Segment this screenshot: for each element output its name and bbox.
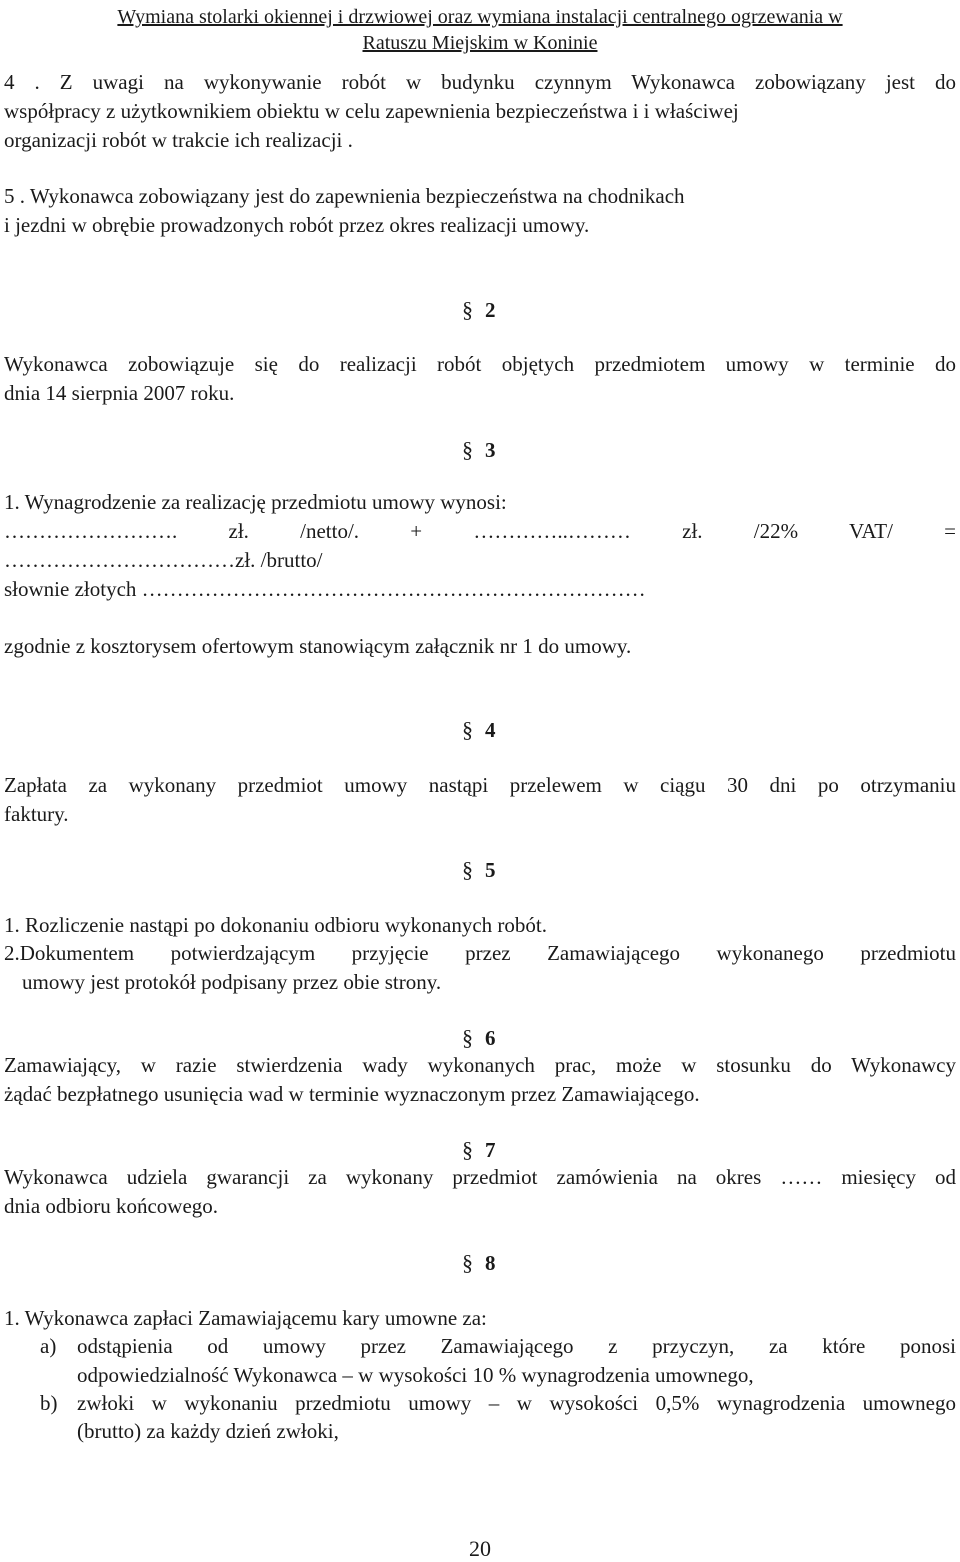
section-3-line-4: słownie złotych ……………………………………………………………… — [4, 577, 646, 601]
section-symbol: § — [462, 857, 473, 882]
section-6-heading — [462, 1024, 496, 1052]
section-4-heading — [462, 716, 496, 744]
list-item-b-line-2: (brutto) za każdy dzień zwłoki, — [77, 1419, 339, 1443]
document-header — [0, 4, 960, 56]
section-3-line-2: ……………………. zł. /netto/. + …………..……… zł. /22% VAT/ = — [4, 519, 956, 543]
section-5-line-3: umowy jest protokół podpisany przez obie strony. — [22, 970, 442, 994]
point-4-line-2: współpracy z użytkownikiem obiektu w celu zapewnienia bezpieczeństwa i i właściwej — [4, 99, 739, 123]
section-3-line-5: zgodnie z kosztorysem ofertowym stanowiącym załącznik nr 1 do umowy. — [4, 634, 632, 658]
section-symbol: § — [462, 717, 473, 742]
section-2-line-2: dnia 14 sierpnia 2007 roku. — [4, 381, 235, 405]
section-symbol: § — [462, 1137, 473, 1162]
section-number: 6 — [485, 1026, 496, 1050]
section-number: 5 — [485, 858, 496, 882]
point-4-line-1: 4 . Z uwagi na wykonywanie robót w budynku czynnym Wykonawca zobowiązany jest do — [4, 70, 956, 94]
section-7-line-1: Wykonawca udziela gwarancji za wykonany przedmiot zamówienia na okres …… miesięcy od — [4, 1165, 956, 1189]
section-number: 4 — [485, 718, 496, 742]
section-2-heading — [462, 296, 496, 324]
list-item-a-label: a) — [40, 1334, 57, 1358]
section-number: 8 — [485, 1251, 496, 1275]
section-8-heading — [462, 1249, 496, 1277]
section-symbol: § — [462, 437, 473, 462]
section-3-line-1: 1. Wynagrodzenie za realizację przedmiotu umowy wynosi: — [4, 490, 507, 514]
section-number: 2 — [485, 298, 496, 322]
point-5-line-1: 5 . Wykonawca zobowiązany jest do zapewnienia bezpieczeństwa na chodnikach — [4, 184, 685, 208]
section-4-line-2: faktury. — [4, 802, 69, 826]
section-4-line-1: Zapłata za wykonany przedmiot umowy nastąpi przelewem w ciągu 30 dni po otrzymaniu — [4, 773, 956, 797]
section-5-heading — [462, 856, 496, 884]
section-symbol: § — [462, 1025, 473, 1050]
point-4-line-3: organizacji robót w trakcie ich realizacji . — [4, 128, 353, 152]
header-line-2: Ratuszu Miejskim w Koninie — [362, 32, 598, 54]
section-6-line-2: żądać bezpłatnego usunięcia wad w terminie wyznaczonym przez Zamawiającego. — [4, 1082, 700, 1106]
section-6-line-1: Zamawiający, w razie stwierdzenia wady wykonanych prac, może w stosunku do Wykonawcy — [4, 1053, 956, 1077]
section-number: 3 — [485, 438, 496, 462]
list-item-a-line-2: odpowiedzialność Wykonawca – w wysokości 10 % wynagrodzenia umownego, — [77, 1363, 754, 1387]
section-symbol: § — [462, 297, 473, 322]
section-symbol: § — [462, 1250, 473, 1275]
section-number: 7 — [485, 1138, 496, 1162]
page-number: 20 — [469, 1536, 491, 1561]
section-7-heading — [462, 1136, 496, 1164]
list-item-b-line-1: zwłoki w wykonaniu przedmiotu umowy – w wysokości 0,5% wynagrodzenia umownego — [77, 1391, 956, 1415]
section-7-line-2: dnia odbioru końcowego. — [4, 1194, 219, 1218]
list-item-b-label: b) — [40, 1391, 58, 1415]
header-line-1: Wymiana stolarki okiennej i drzwiowej oraz wymiana instalacji centralnego ogrzewania w — [117, 6, 843, 28]
section-3-heading — [462, 436, 496, 464]
section-5-line-1: 1. Rozliczenie nastąpi po dokonaniu odbioru wykonanych robót. — [4, 913, 547, 937]
section-8-line-1: 1. Wykonawca zapłaci Zamawiającemu kary umowne za: — [4, 1306, 487, 1330]
point-5-line-2: i jezdni w obrębie prowadzonych robót przez okres realizacji umowy. — [4, 213, 590, 237]
list-item-a-line-1: odstąpienia od umowy przez Zamawiającego z przyczyn, za które ponosi — [77, 1334, 956, 1358]
section-5-line-2: 2.Dokumentem potwierdzającym przyjęcie przez Zamawiającego wykonanego przedmiotu — [4, 941, 956, 965]
section-2-line-1: Wykonawca zobowiązuje się do realizacji robót objętych przedmiotem umowy w terminie do — [4, 352, 956, 376]
section-3-line-3: ……………………………zł. /brutto/ — [4, 548, 323, 572]
